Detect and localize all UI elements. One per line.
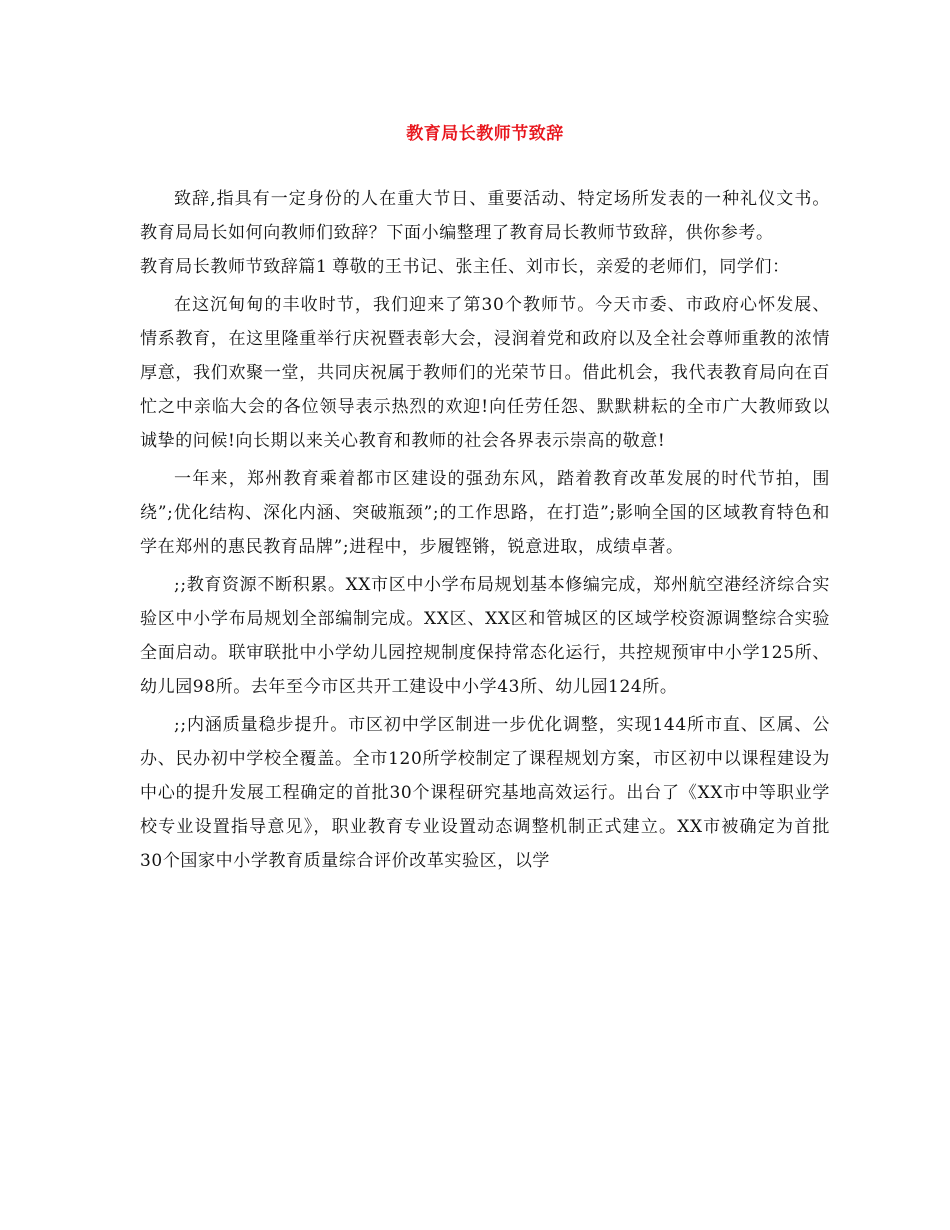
paragraph-year-review: 一年来，郑州教育乘着都市区建设的强劲东风，踏着教育改革发展的时代节拍，围绕”;优化结构、深化内涵、突破瓶颈”;的工作思路，在打造”;影响全国的区域教育特色和学在郑州的惠民教育品牌”;进程中，步履铿锵，锐意进取，成绩卓著。 <box>140 469 830 557</box>
paragraph-intro: 致辞,指具有一定身份的人在重大节日、重要活动、特定场所发表的一种礼仪文书。教育局局长如何向教师们致辞？下面小编整理了教育局长教师节致辞，供你参考。 <box>140 189 830 243</box>
paragraph-quality: ;;内涵质量稳步提升。市区初中学区制进一步优化调整，实现144所市直、区属、公办、民办初中学校全覆盖。全市120所学校制定了课程规划方案，市区初中以课程建设为中心的提升发展工程确定的首批30个课程研究基地高效运行。出台了《XX市中等职业学校专业设置指导意见》，职业教育专业设置动态调整机制正式建立。XX市被确定为首批30个国家中小学教育质量综合评价改革实验区，以学 <box>140 715 830 871</box>
paragraph-resources: ;;教育资源不断积累。XX市区中小学布局规划基本修编完成，郑州航空港经济综合实验区中小学布局规划全部编制完成。XX区、XX区和管城区的区域学校资源调整综合实验全面启动。联审联批中小学幼儿园控规制度保持常态化运行，共控规预审中小学125所、幼儿园98所。去年至今市区共开工建设中小学43所、幼儿园124所。 <box>140 575 830 697</box>
paragraph-greeting-body: 在这沉甸甸的丰收时节，我们迎来了第30个教师节。今天市委、市政府心怀发展、情系教育，在这里隆重举行庆祝暨表彰大会，浸润着党和政府以及全社会尊师重教的浓情厚意，我们欢聚一堂，共同庆祝属于教师们的光荣节日。借此机会，我代表教育局向在百忙之中亲临大会的各位领导表示热烈的欢迎!向任劳任怨、默默耕耘的全市广大教师致以诚挚的问候!向长期以来关心教育和教师的社会各界表示崇高的敬意! <box>140 295 830 451</box>
document-page <box>140 120 830 878</box>
paragraph-section-heading: 教育局长教师节致辞篇1 尊敬的王书记、张主任、刘市长，亲爱的老师们，同学们： <box>140 257 790 277</box>
document-title: 教育局长教师节致辞 <box>406 124 564 144</box>
